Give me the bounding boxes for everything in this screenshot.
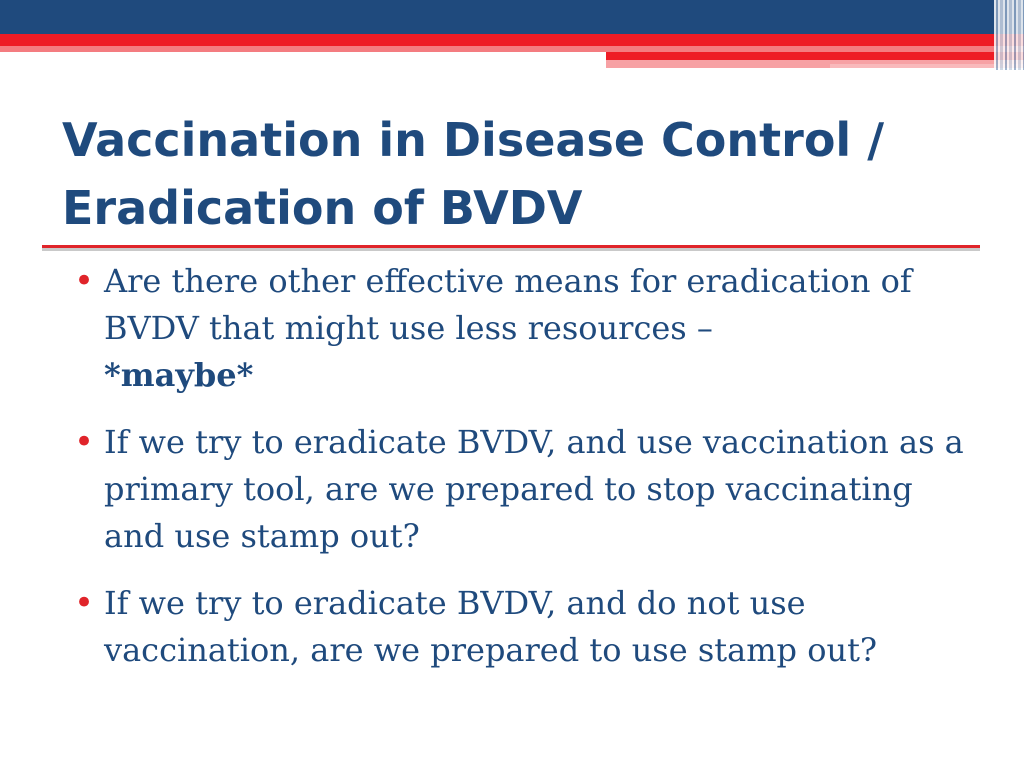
title-underline-shadow [42,248,980,251]
header-band-navy [0,0,1024,34]
bullet-text: Are there other effective means for eradication of BVDV that might use less resources – [104,262,912,347]
bullet-emphasis: *maybe* [104,356,254,394]
bullet-text: If we try to eradicate BVDV, and use vaccination as a primary tool, are we prepared to stop vaccinating and use stamp out? [104,423,964,555]
bullet-item [74,419,974,560]
bullet-item [74,258,974,399]
bullet-list [74,258,974,694]
title-underline [42,245,980,248]
bullet-text: If we try to eradicate BVDV, and do not use vaccination, are we prepared to use stamp out? [104,584,878,669]
slide-title-line-2: Eradication of BVDV [62,181,583,235]
bullet-dot-icon: • [74,422,95,462]
header-band-red-step [606,52,1024,60]
header-band-red [0,34,1024,46]
bullet-dot-icon: • [74,261,95,301]
header-stripes-decoration [994,0,1024,70]
slide-title-line-1: Vaccination in Disease Control / [62,113,885,167]
bullet-dot-icon: • [74,583,95,623]
bullet-item [74,580,974,674]
slide-title [62,106,982,242]
